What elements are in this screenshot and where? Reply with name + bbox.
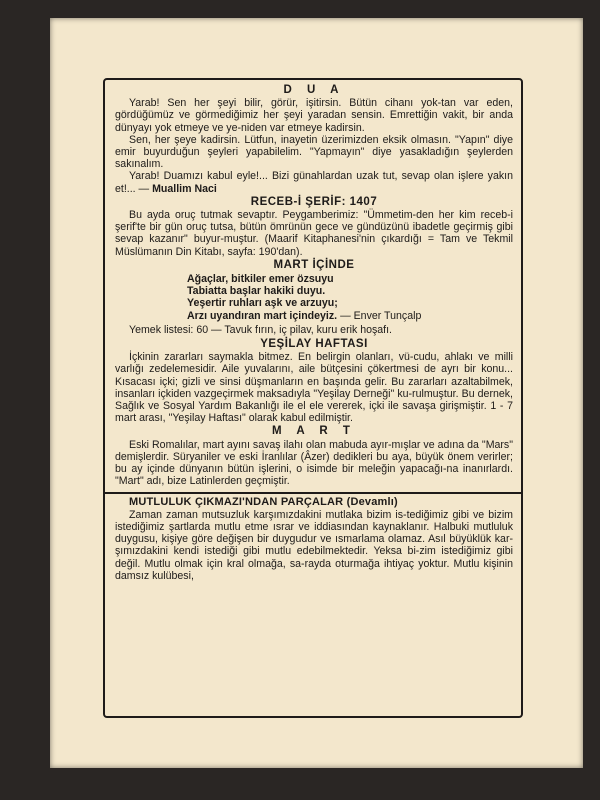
menu-list: Yemek listesi: 60 — Tavuk fırın, iç pilav, kuru erik hoşafı. [129, 323, 392, 336]
dua-paragraph-2: Sen, her şeye kadirsin. Lütfun, inayetin üzerimizden eksik olmasın. "Yapın" diye emir buyurduğun şeyleri yapabilelim. "Yapmayın" diye yasakladığın şeylerden sakınalım. [115, 133, 513, 171]
poem-line-4-text: Arzı uyandıran mart içindeyiz. [187, 309, 338, 322]
mutluluk-title: MUTLULUK ÇIKMAZI'NDAN PARÇALAR (Devamlı) [129, 495, 398, 508]
mutluluk-paragraph: Zaman zaman mutsuzluk karşımızdakini mutlaka bizim is-tediğimiz gibi ve bizim istediğimiz şartlarda mutlu etme ısrar ve iddiasından kaynaklanır. Halbuki mutluluk duygusu, kişiye göre değişen bir duygudur ve ısmarlama olamaz. Asıl büyüklük kar-şımızdakini kendi istediği gibi mutlu edebilmektedir. Yeksa bi-zim istediğimiz gibi değil. Mutlu olmak için kral olmağa, sa-rayda oturmağa ihtiyaç yoktur. Mutlu kişinin damsız kulübesi, [115, 508, 513, 582]
poem-line-3: Yeşertir ruhları aşk ve arzuyu; [187, 297, 338, 310]
mart-paragraph: Eski Romalılar, mart ayını savaş ilahı olan mabuda ayır-mışlar ve adına da "Mars" demişlerdir. Süryaniler ve eski İranlılar (Âzer) dedikleri bu aya, büyük önem verirler; bu ay içinde dünyanın bütün işlerini, o isimde bir meleğin yapacağı-na inanırlardı. "Mart" adı, bize Latinlerden geçmiştir. [115, 438, 513, 488]
poem [115, 273, 513, 322]
poet-name: — Enver Tunçalp [340, 309, 422, 322]
yesilay-title: YEŞİLAY HAFTASI [260, 338, 368, 351]
poem-line-1: Ağaçlar, bitkiler emer özsuyu [187, 273, 334, 286]
poem-line-2: Tabiatta başlar hakiki duyu. [187, 285, 326, 298]
receb-paragraph: Bu ayda oruç tutmak sevaptır. Peygamberimiz: "Ümmetim-den her kim receb-i şerif'te bir gün oruç tutsa, bütün ömrünün gece ve gündüzünü ibadetle geçirmiş gibi sevap kazanır" buyur-muştur. (Maarif Kitaphanesi'nin çıkardığı = Tam ve Tekmil Müslümanın Din Kitabı, sayfa: 190'dan). [115, 209, 513, 258]
dua-paragraph-3-text: Yarab! Duamızı kabul eyle!... Bizi günahlardan uzak tut, sevap olan işlere yakın et!... — [115, 170, 513, 195]
mart-title: M A R T [272, 425, 356, 438]
receb-title: RECEB-İ ŞERİF: 1407 [250, 195, 378, 208]
dua-author: Muallim Naci [152, 182, 217, 195]
dua-paragraph-1: Yarab! Sen her şeyi bilir, görür, işitirsin. Bütün cihanı yok-tan var eden, gördüğümüz ve görmediğimiz her şeyi yaradan sensin. Emrettiğin vakit, bir anda dünyayı yok etmeye ve ye-niden var etmeye kadirsin. [115, 97, 513, 134]
yesilay-paragraph: İçkinin zararları saymakla bitmez. En belirgin olanları, vü-cudu, ahlakı ve milli varlığı zedelemesidir. Aile yuvalarını, aile bütçesini çökertmesi de ayrı bir konu... Kısacası içki; gizli ve sinsi düşmanların en başında gelir. Bu zararları azaltabilmek, insanları içkiden vazgeçirmek maksadıyla "Yeşilay Derneği" ku-rulmuştur. Bu dernek, Sağlık ve Sosyal Yardım Bakanlığı ile el ele vererek, içki ile savaşa girişmiştir. 1 - 7 mart arası, "Yeşilay Haftası" olarak kabul edilmiştir. [115, 351, 513, 425]
dua-title: D U A [283, 84, 345, 96]
content-frame [103, 78, 523, 718]
section-divider [105, 492, 521, 494]
mart-icinde-title: MART İÇİNDE [273, 258, 355, 271]
poem-line-4 [187, 310, 513, 322]
dua-paragraph-3 [115, 170, 513, 194]
